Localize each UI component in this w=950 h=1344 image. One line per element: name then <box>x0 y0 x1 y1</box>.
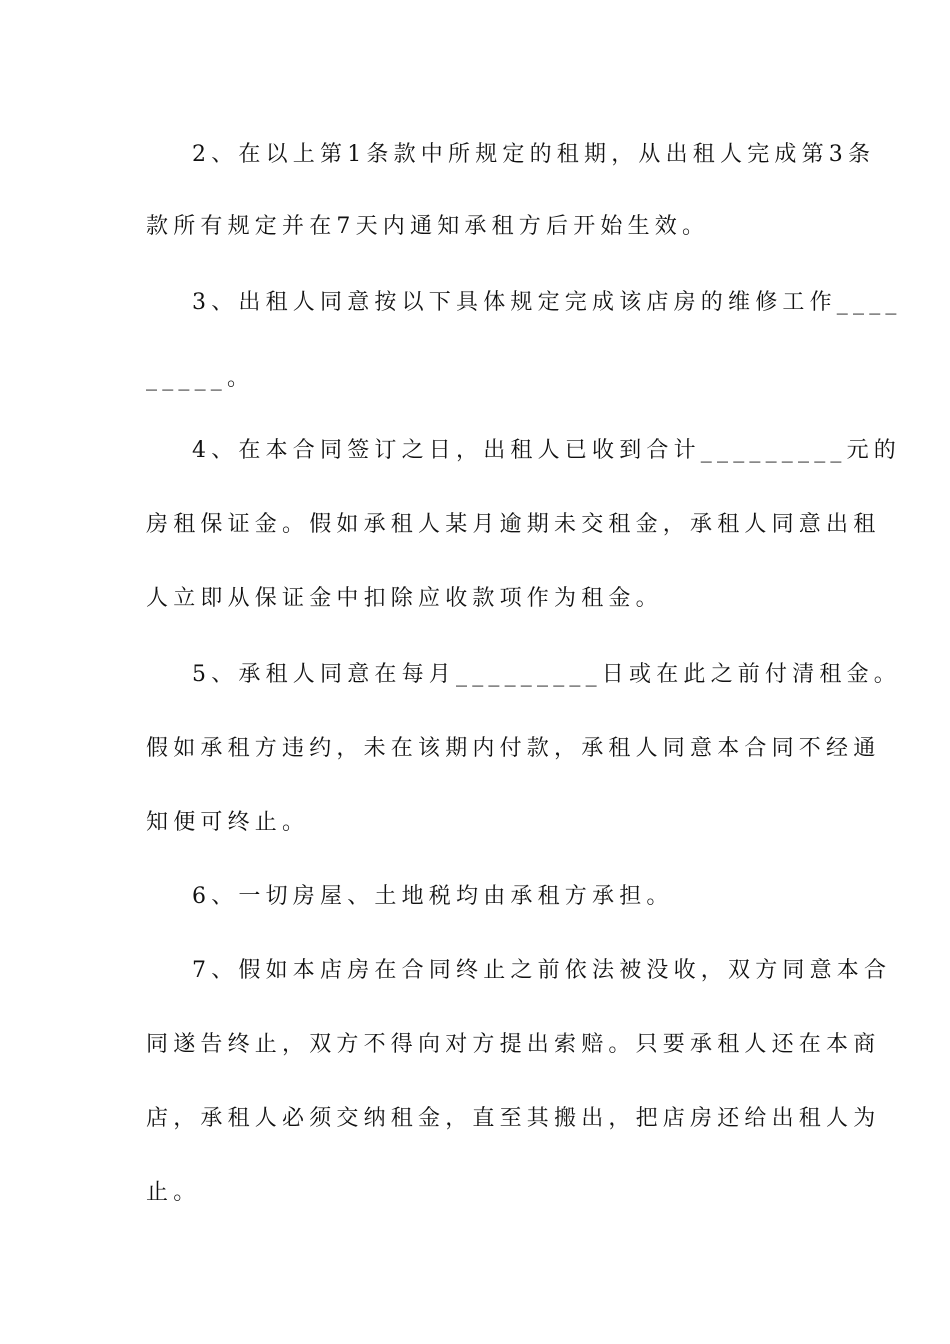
clause-4-line-3: 人立即从保证金中扣除应收款项作为租金。 <box>146 586 663 611</box>
clause-7-line-2: 同遂告终止，双方不得向对方提出索赔。只要承租人还在本商 <box>146 1032 881 1057</box>
clause-7-line-1: 7、假如本店房在合同终止之前依法被没收，双方同意本合 <box>192 958 892 983</box>
clause-3-line-2: _____。 <box>146 366 255 391</box>
clause-7-line-3: 店，承租人必须交纳租金，直至其搬出，把店房还给出租人为 <box>146 1106 881 1131</box>
clause-4-line-2: 房租保证金。假如承租人某月逾期未交租金，承租人同意出租 <box>146 512 881 537</box>
clause-2-line-2: 款所有规定并在7天内通知承租方后开始生效。 <box>146 214 710 239</box>
clause-3-line-1: 3、出租人同意按以下具体规定完成该店房的维修工作____ <box>192 290 902 315</box>
clause-7-line-4: 止。 <box>146 1180 201 1205</box>
clause-5-line-2: 假如承租方违约，未在该期内付款，承租人同意本合同不经通 <box>146 736 881 761</box>
clause-5-line-3: 知便可终止。 <box>146 810 310 835</box>
clause-5-line-1: 5、承租人同意在每月_________日或在此之前付清租金。 <box>192 662 901 687</box>
clause-4-line-1: 4、在本合同签订之日，出租人已收到合计_________元的 <box>192 438 901 463</box>
clause-2-line-1: 2、在以上第1条款中所规定的租期，从出租人完成第3条 <box>192 142 876 167</box>
clause-6-line-1: 6、一切房屋、土地税均由承租方承担。 <box>192 884 674 909</box>
